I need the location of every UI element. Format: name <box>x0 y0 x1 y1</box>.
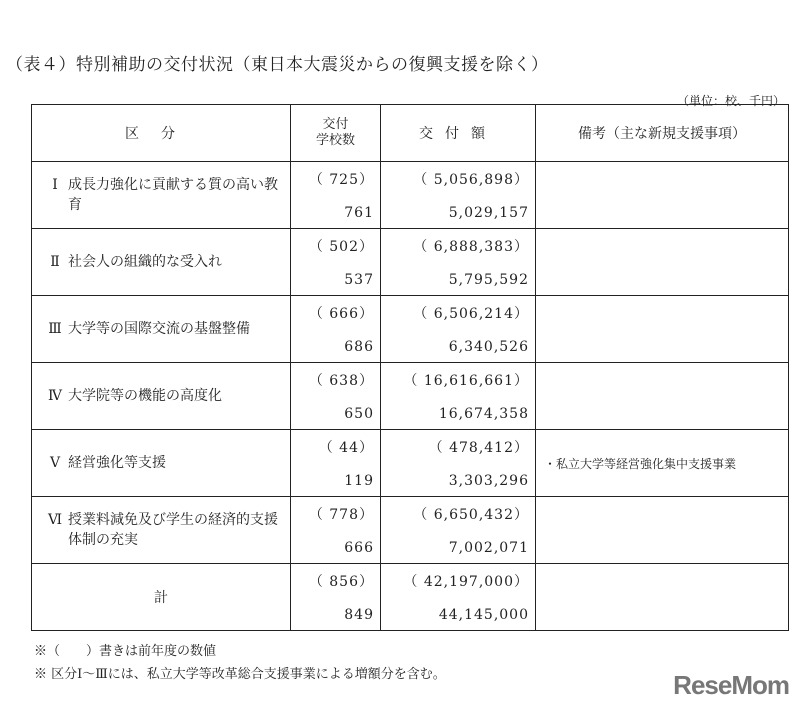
category-label: 大学院等の機能の高度化 <box>68 388 222 404</box>
header-category: 区分 <box>32 105 291 162</box>
footnote-2: ※ 区分Ⅰ～Ⅲには、私立大学等改革総合支援事業による増額分を含む。 <box>34 667 446 682</box>
footnote-1: ※（ ）書きは前年度の数値 <box>34 644 217 659</box>
prev-amount: （ 478,412） <box>428 440 529 456</box>
category-cell <box>32 296 291 363</box>
category-number: Ⅴ <box>49 455 61 471</box>
total-schools-cell <box>291 564 381 631</box>
schools: 650 <box>344 406 374 422</box>
prev-schools: （ 44） <box>318 440 374 456</box>
table-title: （表４）特別補助の交付状況（東日本大震災からの復興支援を除く） <box>6 55 549 75</box>
category-number: Ⅰ <box>52 177 58 193</box>
schools: 666 <box>344 540 374 556</box>
table-row <box>32 363 789 430</box>
amount-cell <box>381 229 536 296</box>
unit-label: （単位：校、千円） <box>676 94 785 108</box>
remarks-cell <box>536 497 789 564</box>
schools-cell <box>291 363 381 430</box>
total-amount-cell <box>381 564 536 631</box>
prev-schools: （ 638） <box>308 373 374 389</box>
amount-cell <box>381 430 536 497</box>
category-label: 授業料減免及び学生の経済的支援体制の充実 <box>68 512 278 548</box>
schools-cell <box>291 229 381 296</box>
prev-amount: （ 16,616,661） <box>403 373 529 389</box>
table-row <box>32 497 789 564</box>
total-label: 計 <box>32 564 291 631</box>
schools-cell <box>291 430 381 497</box>
total-remarks-cell <box>536 564 789 631</box>
prev-schools: （ 778） <box>308 507 374 523</box>
schools-cell <box>291 162 381 229</box>
remarks-cell <box>536 363 789 430</box>
remarks-cell <box>536 229 789 296</box>
category-number: Ⅲ <box>48 321 62 337</box>
amount: 16,674,358 <box>438 406 529 422</box>
total-schools: 849 <box>344 607 374 623</box>
category-number: Ⅳ <box>48 388 62 404</box>
category-label: 経営強化等支援 <box>68 455 166 471</box>
category-cell <box>32 229 291 296</box>
resemom-logo: ReseMom <box>673 670 789 700</box>
schools: 761 <box>344 205 374 221</box>
category-number: Ⅱ <box>50 254 60 270</box>
amount: 5,029,157 <box>448 205 529 221</box>
category-cell <box>32 430 291 497</box>
header-schools <box>291 105 381 162</box>
category-cell <box>32 497 291 564</box>
prev-amount: （ 6,506,214） <box>413 306 529 322</box>
category-cell <box>32 363 291 430</box>
header-remarks: 備考（主な新規支援事項） <box>536 105 789 162</box>
remarks-cell <box>536 162 789 229</box>
remarks-cell <box>536 296 789 363</box>
amount: 3,303,296 <box>448 473 529 489</box>
schools-cell <box>291 497 381 564</box>
prev-amount: （ 6,888,383） <box>413 239 529 255</box>
table-row <box>32 296 789 363</box>
subsidy-table <box>31 104 789 631</box>
amount-cell <box>381 296 536 363</box>
header-amount: 交付額 <box>381 105 536 162</box>
header-schools-line2: 学校数 <box>315 133 355 148</box>
schools: 119 <box>344 473 374 489</box>
total-amount: 44,145,000 <box>438 607 529 623</box>
category-label: 成長力強化に貢献する質の高い教育 <box>68 177 278 213</box>
amount: 6,340,526 <box>448 339 529 355</box>
table-row <box>32 229 789 296</box>
total-prev-amount: （ 42,197,000） <box>403 574 529 590</box>
prev-schools: （ 502） <box>308 239 374 255</box>
amount: 5,795,592 <box>448 272 529 288</box>
prev-schools: （ 666） <box>308 306 374 322</box>
amount-cell <box>381 497 536 564</box>
schools-cell <box>291 296 381 363</box>
prev-amount: （ 5,056,898） <box>413 172 529 188</box>
header-row <box>32 105 789 162</box>
total-row <box>32 564 789 631</box>
schools: 686 <box>344 339 374 355</box>
category-label: 大学等の国際交流の基盤整備 <box>68 321 250 337</box>
table-row <box>32 430 789 497</box>
prev-amount: （ 6,650,432） <box>413 507 529 523</box>
schools: 537 <box>344 272 374 288</box>
header-schools-line1: 交付 <box>322 117 349 132</box>
total-prev-schools: （ 856） <box>308 574 374 590</box>
category-label: 社会人の組織的な受入れ <box>68 254 222 270</box>
category-number: Ⅵ <box>47 512 63 528</box>
table-row <box>32 162 789 229</box>
amount-cell <box>381 363 536 430</box>
category-cell <box>32 162 291 229</box>
remarks-cell: ・私立大学等経営強化集中支援事業 <box>536 430 789 497</box>
prev-schools: （ 725） <box>308 172 374 188</box>
amount: 7,002,071 <box>448 540 529 556</box>
amount-cell <box>381 162 536 229</box>
